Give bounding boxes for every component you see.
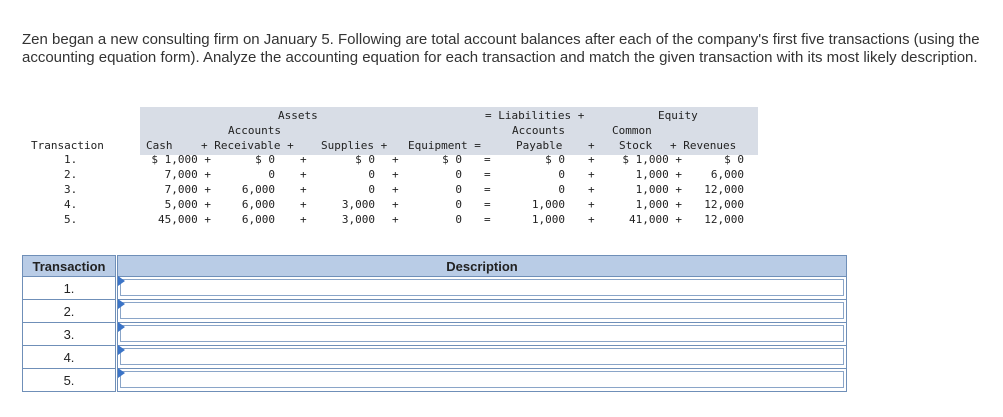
row-ap-plus: + bbox=[588, 198, 595, 211]
answer-header-description: Description bbox=[117, 255, 847, 277]
row-cs: 41,000 + bbox=[629, 213, 682, 226]
dropdown-arrow-icon[interactable] bbox=[118, 345, 125, 355]
description-select-box[interactable] bbox=[120, 371, 844, 388]
plus-sign: + bbox=[588, 139, 595, 152]
equipment-col-heading: Equipment = bbox=[408, 139, 481, 152]
row-supplies: 0 bbox=[368, 168, 375, 181]
description-dropdown-1[interactable] bbox=[117, 277, 847, 300]
supplies-col-heading: Supplies + bbox=[321, 139, 388, 152]
cash-col-heading: Cash bbox=[146, 139, 173, 152]
row-equipment: 0 bbox=[455, 198, 462, 211]
row-cs: 1,000 + bbox=[635, 168, 682, 181]
accounting-equation-table bbox=[22, 107, 760, 231]
row-transaction: 4. bbox=[64, 198, 78, 211]
dropdown-arrow-icon[interactable] bbox=[118, 276, 125, 286]
row-ap: 0 bbox=[558, 183, 565, 196]
description-select-box[interactable] bbox=[120, 325, 844, 342]
row-supplies-plus: + bbox=[392, 168, 399, 181]
liabilities-heading: = Liabilities + bbox=[485, 109, 585, 122]
row-transaction: 5. bbox=[64, 213, 78, 226]
row-ar-plus: + bbox=[300, 198, 307, 211]
ap-col-heading: Payable bbox=[516, 139, 563, 152]
row-revenues: $ 0 bbox=[724, 153, 744, 166]
row-cash: $ 1,000 + bbox=[151, 153, 211, 166]
row-transaction: 1. bbox=[64, 153, 78, 166]
row-supplies-plus: + bbox=[392, 198, 399, 211]
ap-heading-line1: Accounts bbox=[512, 124, 565, 137]
row-ap-plus: + bbox=[588, 213, 595, 226]
assets-heading: Assets bbox=[278, 109, 318, 122]
row-equipment: 0 bbox=[455, 168, 462, 181]
row-ar: 0 bbox=[268, 168, 275, 181]
ar-col-heading: + Receivable + bbox=[201, 139, 294, 152]
revenues-col-heading: + Revenues bbox=[670, 139, 737, 152]
row-revenues: 12,000 bbox=[704, 183, 744, 196]
row-ap-plus: + bbox=[588, 168, 595, 181]
row-ar-plus: + bbox=[300, 153, 307, 166]
row-equals: = bbox=[484, 168, 491, 181]
description-dropdown-5[interactable] bbox=[117, 369, 847, 392]
ar-heading-line1: Accounts bbox=[228, 124, 281, 137]
answer-row-label: 4. bbox=[22, 346, 116, 369]
row-ap: 1,000 bbox=[531, 198, 565, 211]
row-revenues: 12,000 bbox=[704, 198, 744, 211]
row-cash: 7,000 + bbox=[164, 183, 211, 196]
answer-row-label: 1. bbox=[22, 277, 116, 300]
row-cash: 7,000 + bbox=[164, 168, 211, 181]
row-ap-plus: + bbox=[588, 183, 595, 196]
row-revenues: 6,000 bbox=[710, 168, 744, 181]
row-equipment: $ 0 bbox=[442, 153, 462, 166]
row-equals: = bbox=[484, 183, 491, 196]
row-supplies: 3,000 bbox=[341, 213, 375, 226]
row-revenues: 12,000 bbox=[704, 213, 744, 226]
description-select-box[interactable] bbox=[120, 302, 844, 319]
row-supplies-plus: + bbox=[392, 153, 399, 166]
row-supplies-plus: + bbox=[392, 213, 399, 226]
answer-row-label: 2. bbox=[22, 300, 116, 323]
row-transaction: 2. bbox=[64, 168, 78, 181]
answer-row-label: 5. bbox=[22, 369, 116, 392]
row-ar: 6,000 bbox=[241, 198, 275, 211]
row-equipment: 0 bbox=[455, 183, 462, 196]
row-equals: = bbox=[484, 198, 491, 211]
answer-row-label: 3. bbox=[22, 323, 116, 346]
row-equals: = bbox=[484, 153, 491, 166]
row-ap-plus: + bbox=[588, 153, 595, 166]
row-cash: 45,000 + bbox=[158, 213, 211, 226]
row-ar: $ 0 bbox=[255, 153, 275, 166]
row-cs: 1,000 + bbox=[635, 198, 682, 211]
row-supplies: $ 0 bbox=[355, 153, 375, 166]
row-ar-plus: + bbox=[300, 213, 307, 226]
dropdown-arrow-icon[interactable] bbox=[118, 299, 125, 309]
description-dropdown-4[interactable] bbox=[117, 346, 847, 369]
row-ap: 1,000 bbox=[531, 213, 565, 226]
answer-header-transaction: Transaction bbox=[22, 255, 116, 277]
row-ar-plus: + bbox=[300, 183, 307, 196]
row-ar: 6,000 bbox=[241, 183, 275, 196]
row-equipment: 0 bbox=[455, 213, 462, 226]
row-supplies-plus: + bbox=[392, 183, 399, 196]
description-select-box[interactable] bbox=[120, 348, 844, 365]
row-cs: 1,000 + bbox=[635, 183, 682, 196]
cs-heading-line1: Common bbox=[612, 124, 652, 137]
transaction-col-heading: Transaction bbox=[31, 139, 104, 152]
dropdown-arrow-icon[interactable] bbox=[118, 368, 125, 378]
description-select-box[interactable] bbox=[120, 279, 844, 296]
row-cash: 5,000 + bbox=[164, 198, 211, 211]
description-dropdown-3[interactable] bbox=[117, 323, 847, 346]
dropdown-arrow-icon[interactable] bbox=[118, 322, 125, 332]
row-ar: 6,000 bbox=[241, 213, 275, 226]
row-ap: 0 bbox=[558, 168, 565, 181]
row-cs: $ 1,000 + bbox=[622, 153, 682, 166]
row-ap: $ 0 bbox=[545, 153, 565, 166]
row-transaction: 3. bbox=[64, 183, 78, 196]
row-equals: = bbox=[484, 213, 491, 226]
problem-statement: Zen began a new consulting firm on January 5. Following are total account balances after each of the company's first five transactions (using the accounting equation form). Analyze the accounting equation for each transaction and match the given transaction with its most likely description. bbox=[22, 31, 980, 66]
row-supplies: 3,000 bbox=[341, 198, 375, 211]
row-ar-plus: + bbox=[300, 168, 307, 181]
equity-heading: Equity bbox=[658, 109, 698, 122]
row-supplies: 0 bbox=[368, 183, 375, 196]
cs-col-heading: Stock bbox=[619, 139, 653, 152]
description-dropdown-2[interactable] bbox=[117, 300, 847, 323]
